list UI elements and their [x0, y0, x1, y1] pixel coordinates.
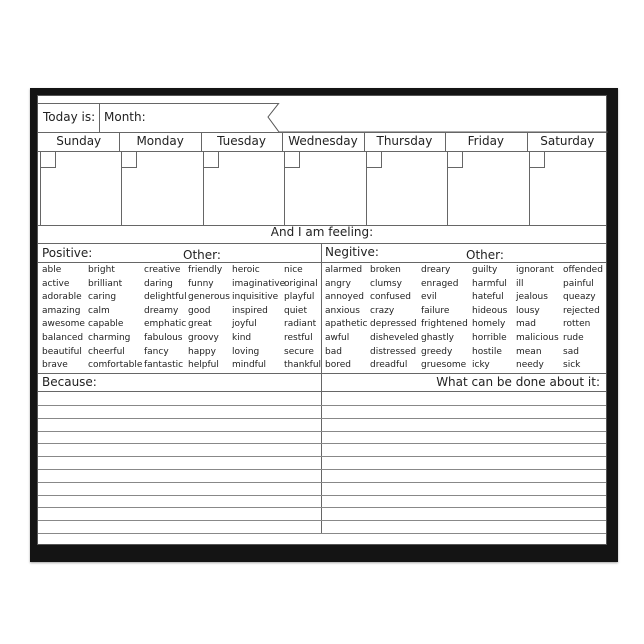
- writing-line[interactable]: [38, 495, 606, 496]
- negative-feeling-word[interactable]: failure: [421, 305, 450, 316]
- positive-feeling-word[interactable]: secure: [284, 346, 314, 357]
- positive-feeling-word[interactable]: loving: [232, 346, 260, 357]
- negative-feeling-word[interactable]: dreadful: [370, 360, 408, 371]
- negative-feeling-word[interactable]: ignorant: [516, 265, 554, 275]
- because-label: Because:: [42, 375, 97, 389]
- negative-feeling-word[interactable]: mean: [516, 346, 542, 357]
- divider: [99, 104, 100, 132]
- rule: [38, 151, 606, 152]
- negative-feeling-word[interactable]: sick: [563, 360, 581, 371]
- top-rule: [38, 103, 279, 104]
- negative-feeling-word[interactable]: bad: [325, 346, 342, 357]
- negative-feeling-word[interactable]: gruesome: [421, 360, 467, 371]
- negative-feeling-word[interactable]: clumsy: [370, 278, 402, 289]
- positive-feeling-word[interactable]: creative: [144, 265, 181, 275]
- rule: [38, 243, 606, 244]
- writing-line[interactable]: [38, 405, 606, 406]
- rule: [38, 262, 606, 263]
- rule: [38, 373, 606, 374]
- day-divider: [364, 132, 365, 151]
- negative-feeling-word[interactable]: lousy: [516, 305, 540, 316]
- planner-sheet: [37, 95, 607, 545]
- positive-feeling-word[interactable]: delightful: [144, 292, 187, 303]
- writing-line[interactable]: [38, 533, 606, 534]
- positive-feeling-word[interactable]: able: [42, 265, 62, 275]
- day-header: Saturday: [540, 134, 595, 148]
- negative-feeling-word[interactable]: enraged: [421, 278, 459, 289]
- positive-feeling-word[interactable]: beautiful: [42, 346, 82, 357]
- positive-feeling-word[interactable]: inquisitive: [232, 292, 279, 303]
- positive-feeling-word[interactable]: awesome: [42, 319, 85, 330]
- positive-feeling-word[interactable]: inspired: [232, 305, 268, 316]
- negative-feeling-word[interactable]: jealous: [516, 292, 548, 303]
- positive-feeling-word[interactable]: brave: [42, 360, 68, 371]
- positive-feeling-word[interactable]: radiant: [284, 319, 317, 330]
- negative-feeling-word[interactable]: greedy: [421, 346, 453, 357]
- negative-feeling-word[interactable]: offended: [563, 265, 603, 275]
- positive-feeling-word[interactable]: fantastic: [144, 360, 184, 371]
- positive-feeling-word[interactable]: imaginative: [232, 278, 286, 289]
- day-cell[interactable]: [40, 151, 120, 226]
- positive-feeling-word[interactable]: emphatic: [144, 319, 187, 330]
- positive-feeling-word[interactable]: friendly: [188, 265, 223, 275]
- day-header: Monday: [136, 134, 184, 148]
- writing-line[interactable]: [38, 431, 606, 432]
- writing-line[interactable]: [38, 456, 606, 457]
- positive-feeling-word[interactable]: balanced: [42, 333, 84, 343]
- negative-feeling-word[interactable]: mad: [516, 319, 536, 330]
- day-number-box: [122, 151, 137, 168]
- day-divider: [445, 132, 446, 151]
- writing-line[interactable]: [38, 443, 606, 444]
- positive-feeling-word[interactable]: bright: [88, 265, 115, 275]
- today-label: Today is:: [43, 110, 96, 124]
- negative-feeling-word[interactable]: homely: [472, 319, 506, 330]
- positive-feeling-word[interactable]: brilliant: [88, 278, 123, 289]
- positive-feeling-word[interactable]: funny: [188, 278, 214, 289]
- writing-line[interactable]: [38, 418, 606, 419]
- day-number-box: [367, 151, 382, 168]
- positive-feeling-word[interactable]: heroic: [232, 265, 260, 275]
- positive-feeling-word[interactable]: groovy: [188, 333, 219, 343]
- positive-feeling-word[interactable]: generous: [188, 292, 230, 303]
- negative-feeling-word[interactable]: distressed: [370, 346, 417, 357]
- positive-feeling-word[interactable]: comfortable: [88, 360, 143, 371]
- day-cell[interactable]: [366, 151, 446, 226]
- negative-other-label: Other:: [466, 248, 504, 262]
- positive-feeling-word[interactable]: happy: [188, 346, 216, 357]
- negative-feeling-word[interactable]: apathetic: [325, 319, 368, 330]
- negative-feeling-word[interactable]: broken: [370, 265, 401, 275]
- positive-label: Positive:: [42, 246, 93, 260]
- negative-feeling-word[interactable]: evil: [421, 292, 437, 303]
- negative-feeling-word[interactable]: malicious: [516, 333, 559, 343]
- negative-feeling-word[interactable]: painful: [563, 278, 594, 289]
- positive-feeling-word[interactable]: calm: [88, 305, 110, 316]
- negative-feeling-word[interactable]: rude: [563, 333, 584, 343]
- feeling-label: And I am feeling:: [270, 225, 374, 239]
- negative-feeling-word[interactable]: guilty: [472, 265, 498, 275]
- writing-line[interactable]: [38, 482, 606, 483]
- negative-feeling-word[interactable]: needy: [516, 360, 544, 371]
- negative-feeling-word[interactable]: harmful: [472, 278, 507, 289]
- day-divider: [282, 132, 283, 151]
- negative-feeling-word[interactable]: annoyed: [325, 292, 365, 303]
- day-header: Friday: [467, 134, 505, 148]
- negative-label: Negitive:: [325, 245, 379, 259]
- negative-feeling-word[interactable]: hateful: [472, 292, 504, 303]
- writing-line[interactable]: [38, 507, 606, 508]
- day-number-box: [41, 151, 56, 168]
- positive-feeling-word[interactable]: cheerful: [88, 346, 125, 357]
- positive-feeling-word[interactable]: joyful: [232, 319, 257, 330]
- negative-feeling-word[interactable]: horrible: [472, 333, 507, 343]
- negative-feeling-word[interactable]: disheveled: [370, 333, 419, 343]
- center-divider: [321, 243, 322, 534]
- positive-feeling-word[interactable]: original: [284, 278, 318, 289]
- day-divider: [119, 132, 120, 151]
- day-header: Wednesday: [288, 134, 358, 148]
- month-label: Month:: [104, 110, 146, 124]
- negative-feeling-word[interactable]: ill: [516, 278, 524, 289]
- writing-line[interactable]: [38, 469, 606, 470]
- rule: [38, 132, 606, 133]
- positive-feeling-word[interactable]: caring: [88, 292, 117, 303]
- day-number-box: [204, 151, 219, 168]
- day-cell[interactable]: [447, 151, 527, 226]
- positive-feeling-word[interactable]: fancy: [144, 346, 169, 357]
- day-divider: [527, 132, 528, 151]
- negative-feeling-word[interactable]: crazy: [370, 305, 395, 316]
- negative-feeling-word[interactable]: angry: [325, 278, 351, 289]
- negative-feeling-word[interactable]: hostile: [472, 346, 502, 357]
- day-cell[interactable]: [121, 151, 201, 226]
- negative-feeling-word[interactable]: alarmed: [325, 265, 363, 275]
- writing-line[interactable]: [38, 520, 606, 521]
- negative-feeling-word[interactable]: queazy: [563, 292, 596, 303]
- negative-feeling-word[interactable]: sad: [563, 346, 579, 357]
- negative-feeling-word[interactable]: awful: [325, 333, 350, 343]
- day-number-box: [285, 151, 300, 168]
- negative-feeling-word[interactable]: bored: [325, 360, 351, 371]
- month-tab-shape: [263, 103, 608, 134]
- positive-feeling-word[interactable]: charming: [88, 333, 131, 343]
- day-cell[interactable]: [284, 151, 364, 226]
- positive-feeling-word[interactable]: daring: [144, 278, 173, 289]
- rule: [38, 391, 606, 392]
- negative-feeling-word[interactable]: anxious: [325, 305, 360, 316]
- day-cell[interactable]: [529, 151, 609, 226]
- day-number-box: [530, 151, 545, 168]
- positive-other-label: Other:: [183, 248, 221, 262]
- what-can-be-done-label: What can be done about it:: [436, 375, 600, 389]
- day-number-box: [448, 151, 463, 168]
- positive-feeling-word[interactable]: capable: [88, 319, 124, 330]
- negative-feeling-word[interactable]: depressed: [370, 319, 417, 330]
- day-cell[interactable]: [203, 151, 283, 226]
- day-header: Tuesday: [217, 134, 266, 148]
- day-header: Thursday: [376, 134, 433, 148]
- positive-feeling-word[interactable]: amazing: [42, 305, 81, 316]
- day-divider: [201, 132, 202, 151]
- positive-feeling-word[interactable]: restful: [284, 333, 313, 343]
- negative-feeling-word[interactable]: ghastly: [421, 333, 454, 343]
- positive-feeling-word[interactable]: thankful: [284, 360, 322, 371]
- positive-feeling-word[interactable]: active: [42, 278, 70, 289]
- negative-feeling-word[interactable]: rotten: [563, 319, 591, 330]
- negative-feeling-word[interactable]: dreary: [421, 265, 451, 275]
- day-header: Sunday: [56, 134, 102, 148]
- negative-feeling-word[interactable]: icky: [472, 360, 490, 371]
- positive-feeling-word[interactable]: nice: [284, 265, 303, 275]
- positive-feeling-word[interactable]: dreamy: [144, 305, 179, 316]
- positive-feeling-word[interactable]: fabulous: [144, 333, 183, 343]
- positive-feeling-word[interactable]: mindful: [232, 360, 267, 371]
- positive-feeling-word[interactable]: good: [188, 305, 211, 316]
- positive-feeling-word[interactable]: kind: [232, 333, 252, 343]
- negative-feeling-word[interactable]: confused: [370, 292, 411, 303]
- negative-feeling-word[interactable]: frightened: [421, 319, 468, 330]
- negative-feeling-word[interactable]: rejected: [563, 305, 600, 316]
- positive-feeling-word[interactable]: playful: [284, 292, 315, 303]
- positive-feeling-word[interactable]: quiet: [284, 305, 307, 316]
- negative-feeling-word[interactable]: hideous: [472, 305, 508, 316]
- positive-feeling-word[interactable]: adorable: [42, 292, 82, 303]
- positive-feeling-word[interactable]: helpful: [188, 360, 219, 371]
- positive-feeling-word[interactable]: great: [188, 319, 212, 330]
